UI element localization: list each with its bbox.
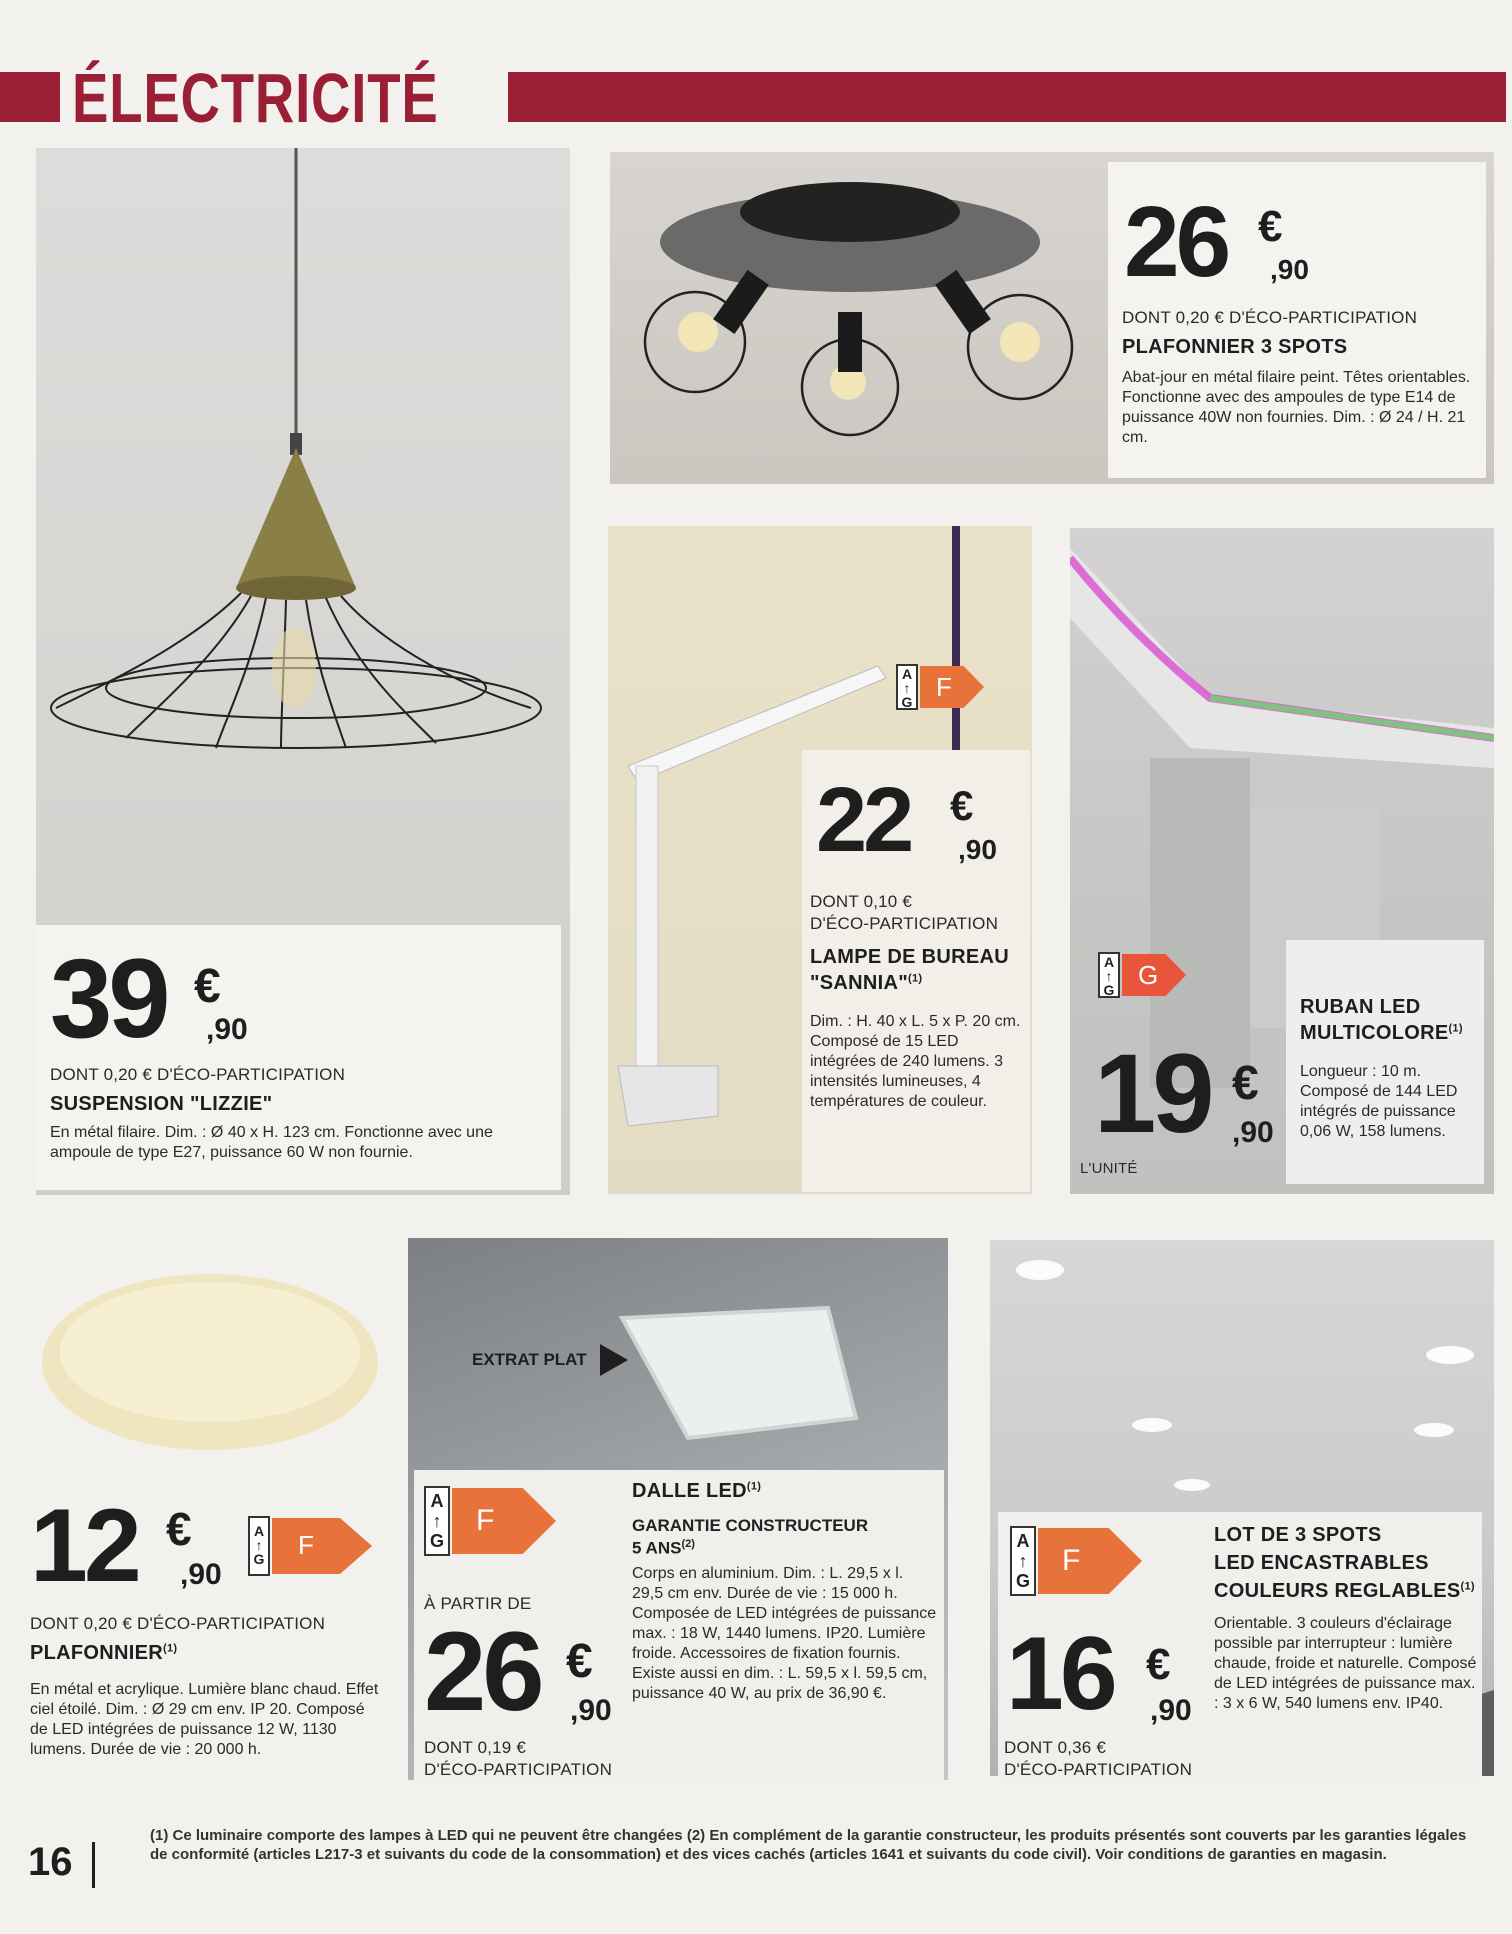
energy-scale-icon: A ↑ G — [248, 1516, 270, 1576]
dalle-name: DALLE LED$^{(1)}$ — [632, 1480, 762, 1502]
dalle-from: À PARTIR DE — [424, 1594, 532, 1613]
ruban-text-box — [1286, 940, 1484, 1184]
dalle-warranty-2: 5 ANS$^{(2)}$ — [632, 1538, 695, 1558]
plafonnier-energy-class: F — [298, 1530, 314, 1560]
dalle-tag: EXTRAT PLAT — [472, 1350, 587, 1369]
ruban-price: 19 — [1094, 1031, 1211, 1156]
dalle-warranty-1: GARANTIE CONSTRUCTEUR — [632, 1516, 869, 1535]
plafonnier3-currency: € — [1258, 202, 1283, 251]
ruban-name-2: MULTICOLORE$^{(1)}$ — [1300, 1022, 1463, 1044]
dalle-cents: ,90 — [570, 1694, 612, 1727]
spots-name-2: LED ENCASTRABLES — [1214, 1552, 1429, 1574]
ruban-name-1: RUBAN LED — [1300, 996, 1421, 1018]
lampe-price: 22 — [816, 769, 911, 871]
lampe-name-2: "SANNIA"$^{(1)}$ — [810, 972, 923, 994]
plafonnier3-desc: Abat-jour en métal filaire peint. Têtes orientables. Fonctionne avec des ampoules de type E14 de puissance 40W non fournies. Dim. : Ø 24 / H. 21 cm. — [1122, 369, 1471, 446]
dalle-energy-class: F — [476, 1504, 495, 1537]
plafonnier-currency: € — [166, 1503, 192, 1555]
tag-arrow-icon — [600, 1344, 628, 1376]
plafonnier-photo — [30, 1262, 392, 1460]
suspension-eco: DONT 0,20 € D'ÉCO-PARTICIPATION — [50, 1065, 346, 1084]
lampe-currency: € — [950, 782, 974, 829]
plafonnier3-cents: ,90 — [1270, 254, 1309, 285]
suspension-price: 39 — [50, 936, 167, 1061]
plafonnier3-name: PLAFONNIER 3 SPOTS — [1122, 336, 1348, 358]
lampe-desc: Dim. : H. 40 x L. 5 x P. 20 cm. Composé de 15 LED intégrées de 240 lumens. 3 intensités lumineuses, 4 températures de couleur. — [810, 1013, 1021, 1110]
spots-eco-2: D'ÉCO-PARTICIPATION — [1004, 1760, 1193, 1779]
page-number: 16 — [28, 1840, 73, 1884]
spots-price: 16 — [1006, 1616, 1114, 1732]
spots-energy-class: F — [1062, 1544, 1081, 1577]
page-number-divider — [92, 1842, 95, 1888]
ruban-energy-class: G — [1138, 960, 1159, 990]
plafonnier-cents: ,90 — [180, 1558, 222, 1591]
dalle-currency: € — [566, 1635, 593, 1688]
spots-desc: Orientable. 3 couleurs d'éclairage possible par interrupteur : lumière chaude, froide et naturelle. Composé de LED intégrées de puissance max. : 3 x 6 W, 540 lumens env. IP40. — [1214, 1615, 1477, 1712]
lampe-eco-2: D'ÉCO-PARTICIPATION — [810, 914, 999, 933]
dalle-price: 26 — [424, 1609, 541, 1734]
spots-name-3: COULEURS REGLABLES$^{(1)}$ — [1214, 1580, 1475, 1602]
plafonnier3-info — [1108, 162, 1486, 478]
footnote: (1) Ce luminaire comporte des lampes à LED qui ne peuvent être changées (2) En complément de la garantie constructeur, les produits présentés sont couverts par les garanties légales de conformité (articles L217-3 et suivants du code de la consommation) et des vices cachés (articles 1641 et suivants du code civil). Voir conditions de garanties en magasin. — [150, 1827, 1467, 1863]
energy-scale-icon: A ↑ G — [1098, 952, 1120, 998]
dalle-eco-1: DONT 0,19 € — [424, 1738, 527, 1757]
suspension-name: SUSPENSION "LIZZIE" — [50, 1093, 273, 1115]
ceiling-dome-icon — [30, 1262, 392, 1460]
page-title: ÉLECTRICITÉ — [72, 59, 439, 137]
suspension-desc: En métal filaire. Dim. : Ø 40 x H. 123 cm. Fonctionne avec une ampoule de type E27, puissance 60 W non fournie. — [50, 1124, 493, 1161]
header-bar-right — [508, 72, 1506, 122]
spots-name-1: LOT DE 3 SPOTS — [1214, 1524, 1382, 1546]
suspension-cents: ,90 — [206, 1013, 248, 1046]
ruban-currency: € — [1232, 1057, 1259, 1110]
header-bar-left — [0, 72, 60, 122]
lampe-cents: ,90 — [958, 834, 997, 865]
plafonnier-eco: DONT 0,20 € D'ÉCO-PARTICIPATION — [30, 1614, 326, 1633]
ruban-cents: ,90 — [1232, 1116, 1274, 1149]
spots-currency: € — [1146, 1640, 1171, 1689]
dalle-eco-2: D'ÉCO-PARTICIPATION — [424, 1760, 613, 1779]
plafonnier3-price: 26 — [1124, 186, 1228, 298]
plafonnier-desc: En métal et acrylique. Lumière blanc chaud. Effet ciel étoilé. Dim. : Ø 29 cm env. IP 20. Composé de LED intégrées de puissance 12 W, 1130 lumens. Durée de vie : 20 000 h. — [30, 1681, 379, 1758]
spots-cents: ,90 — [1150, 1694, 1192, 1727]
lampe-eco-1: DONT 0,10 € — [810, 892, 913, 911]
lampe-info — [802, 750, 1030, 1192]
energy-scale-icon: A ↑ G — [1010, 1526, 1036, 1596]
energy-scale-icon: A ↑ G — [424, 1486, 450, 1556]
plafonnier-price: 12 — [30, 1488, 138, 1604]
energy-scale-icon: A ↑ G — [896, 664, 918, 710]
suspension-currency: € — [194, 960, 221, 1013]
plafonnier3-eco: DONT 0,20 € D'ÉCO-PARTICIPATION — [1122, 308, 1418, 327]
plafonnier-name: PLAFONNIER$^{(1)}$ — [30, 1642, 178, 1664]
ruban-desc: Longueur : 10 m. Composé de 144 LED intégrés de puissance 0,06 W, 158 lumens. — [1300, 1063, 1458, 1140]
lampe-name-1: LAMPE DE BUREAU — [810, 946, 1009, 968]
suspension-info — [36, 925, 561, 1190]
dalle-desc: Corps en aluminium. Dim. : L. 29,5 x l. 29,5 cm env. Durée de vie : 15 000 h. Composée de LED intégrées de puissance max. : 18 W, 1440 lumens. IP20. Lumière froide. Accessoires de fixation fournis. Existe aussi en dim. : L. 59,5 x l. 59,5 cm, puissance 40 W, au prix de 36,90 €. — [632, 1565, 937, 1702]
spots-eco-1: DONT 0,36 € — [1004, 1738, 1107, 1757]
ruban-unit: L'UNITÉ — [1080, 1160, 1138, 1177]
lampe-energy-class: F — [936, 672, 952, 702]
